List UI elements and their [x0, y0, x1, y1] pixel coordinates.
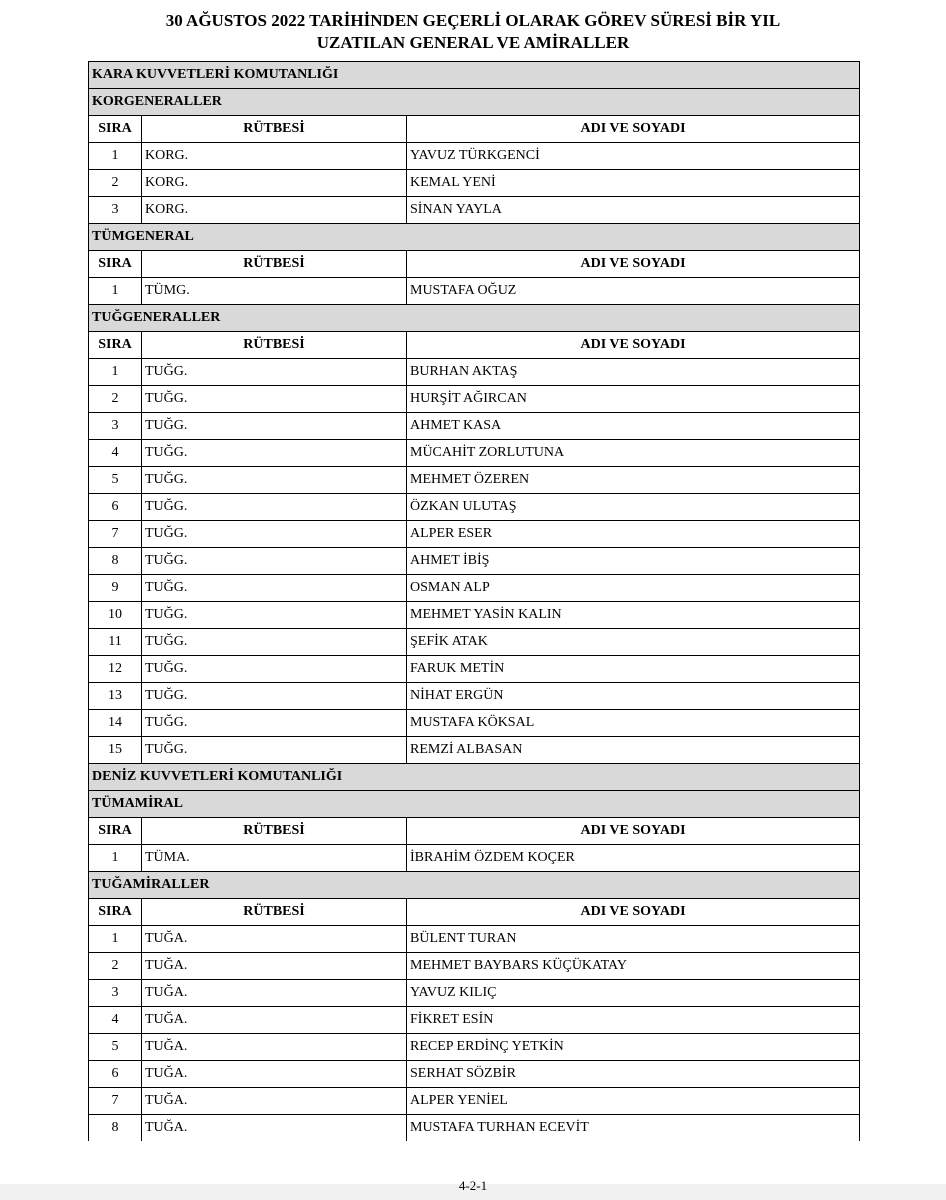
row-name: YAVUZ TÜRKGENCİ	[407, 143, 860, 170]
row-rank: TUĞA.	[142, 1007, 407, 1034]
header-adi-soyadi: ADI VE SOYADI	[407, 251, 860, 278]
row-name: İBRAHİM ÖZDEM KOÇER	[407, 845, 860, 872]
row-rank: TUĞG.	[142, 629, 407, 656]
page-number: 4-2-1	[458, 1178, 488, 1193]
row-number: 13	[89, 683, 142, 710]
row-number: 7	[89, 1088, 142, 1115]
subsection-tuggeneraller	[89, 305, 860, 332]
header-sira: SIRA	[89, 332, 142, 359]
subsection-tumamiral-label: TÜMAMİRAL	[89, 791, 860, 818]
header-rutbesi: RÜTBESİ	[142, 251, 407, 278]
subsection-tuggeneraller-label: TUĞGENERALLER	[89, 305, 860, 332]
table-row	[89, 683, 860, 710]
row-rank: TUĞG.	[142, 602, 407, 629]
row-name: HURŞİT AĞIRCAN	[407, 386, 860, 413]
table-row	[89, 1088, 860, 1115]
row-name: SERHAT SÖZBİR	[407, 1061, 860, 1088]
table-row	[89, 926, 860, 953]
table-row	[89, 521, 860, 548]
row-rank: TUĞG.	[142, 386, 407, 413]
table-row	[89, 359, 860, 386]
subsection-tugamiraller	[89, 872, 860, 899]
subsection-tumgeneral	[89, 224, 860, 251]
row-number: 1	[89, 278, 142, 305]
row-number: 10	[89, 602, 142, 629]
row-number: 12	[89, 656, 142, 683]
table-row	[89, 845, 860, 872]
row-number: 2	[89, 953, 142, 980]
row-name: RECEP ERDİNÇ YETKİN	[407, 1034, 860, 1061]
row-number: 5	[89, 467, 142, 494]
table-row	[89, 413, 860, 440]
row-number: 9	[89, 575, 142, 602]
header-sira: SIRA	[89, 251, 142, 278]
subsection-korgeneraller-label: KORGENERALLER	[89, 89, 860, 116]
row-rank: TUĞG.	[142, 575, 407, 602]
row-rank: TUĞA.	[142, 926, 407, 953]
title-line-2: UZATILAN GENERAL VE AMİRALLER	[316, 33, 630, 52]
row-rank: TUĞA.	[142, 1088, 407, 1115]
row-rank: KORG.	[142, 170, 407, 197]
column-header-row	[89, 818, 860, 845]
row-name: MEHMET YASİN KALIN	[407, 602, 860, 629]
officers-table	[88, 61, 860, 1141]
header-sira: SIRA	[89, 818, 142, 845]
table-row	[89, 953, 860, 980]
row-number: 7	[89, 521, 142, 548]
table-row	[89, 710, 860, 737]
row-rank: KORG.	[142, 197, 407, 224]
row-number: 4	[89, 1007, 142, 1034]
row-rank: TUĞA.	[142, 1115, 407, 1142]
row-rank: KORG.	[142, 143, 407, 170]
row-name: MUSTAFA KÖKSAL	[407, 710, 860, 737]
table-row	[89, 386, 860, 413]
row-rank: TUĞG.	[142, 413, 407, 440]
row-name: ALPER YENİEL	[407, 1088, 860, 1115]
row-rank: TUĞG.	[142, 737, 407, 764]
column-header-row	[89, 332, 860, 359]
row-rank: TUĞA.	[142, 980, 407, 1007]
row-name: MEHMET ÖZEREN	[407, 467, 860, 494]
row-name: ÖZKAN ULUTAŞ	[407, 494, 860, 521]
row-name: FİKRET ESİN	[407, 1007, 860, 1034]
table-row	[89, 143, 860, 170]
header-rutbesi: RÜTBESİ	[142, 899, 407, 926]
section-deniz	[89, 764, 860, 791]
row-rank: TUĞA.	[142, 953, 407, 980]
row-name: FARUK METİN	[407, 656, 860, 683]
row-name: YAVUZ KILIÇ	[407, 980, 860, 1007]
row-number: 2	[89, 386, 142, 413]
row-number: 3	[89, 980, 142, 1007]
table-row	[89, 1034, 860, 1061]
section-deniz-label: DENİZ KUVVETLERİ KOMUTANLIĞI	[89, 764, 860, 791]
table-row	[89, 494, 860, 521]
table-row	[89, 170, 860, 197]
column-header-row	[89, 899, 860, 926]
row-name: MEHMET BAYBARS KÜÇÜKATAY	[407, 953, 860, 980]
header-adi-soyadi: ADI VE SOYADI	[407, 899, 860, 926]
table-row	[89, 440, 860, 467]
row-rank: TUĞA.	[142, 1034, 407, 1061]
document-title	[0, 10, 946, 54]
row-number: 15	[89, 737, 142, 764]
title-line-1: 30 AĞUSTOS 2022 TARİHİNDEN GEÇERLİ OLARAK GÖREV SÜRESİ BİR YIL	[165, 11, 781, 30]
row-number: 5	[89, 1034, 142, 1061]
row-rank: TUĞG.	[142, 494, 407, 521]
subsection-tugamiraller-label: TUĞAMİRALLER	[89, 872, 860, 899]
row-number: 6	[89, 494, 142, 521]
column-header-row	[89, 251, 860, 278]
row-rank: TUĞG.	[142, 359, 407, 386]
subsection-korgeneraller	[89, 89, 860, 116]
row-name: KEMAL YENİ	[407, 170, 860, 197]
table-row	[89, 602, 860, 629]
row-name: ALPER ESER	[407, 521, 860, 548]
row-name: ŞEFİK ATAK	[407, 629, 860, 656]
table-row	[89, 980, 860, 1007]
row-rank: TUĞG.	[142, 710, 407, 737]
row-number: 14	[89, 710, 142, 737]
row-number: 1	[89, 845, 142, 872]
table-row	[89, 1007, 860, 1034]
subsection-tumamiral	[89, 791, 860, 818]
row-name: OSMAN ALP	[407, 575, 860, 602]
table-row	[89, 629, 860, 656]
row-rank: TÜMG.	[142, 278, 407, 305]
row-number: 8	[89, 548, 142, 575]
header-sira: SIRA	[89, 899, 142, 926]
row-number: 2	[89, 170, 142, 197]
row-name: NİHAT ERGÜN	[407, 683, 860, 710]
row-number: 3	[89, 197, 142, 224]
header-rutbesi: RÜTBESİ	[142, 332, 407, 359]
row-number: 4	[89, 440, 142, 467]
table-row	[89, 1115, 860, 1142]
row-name: MÜCAHİT ZORLUTUNA	[407, 440, 860, 467]
row-rank: TUĞG.	[142, 548, 407, 575]
row-rank: TUĞA.	[142, 1061, 407, 1088]
row-number: 8	[89, 1115, 142, 1142]
row-rank: TUĞG.	[142, 683, 407, 710]
header-adi-soyadi: ADI VE SOYADI	[407, 116, 860, 143]
row-number: 1	[89, 143, 142, 170]
row-number: 1	[89, 359, 142, 386]
table-row	[89, 467, 860, 494]
header-sira: SIRA	[89, 116, 142, 143]
row-rank: TÜMA.	[142, 845, 407, 872]
row-number: 1	[89, 926, 142, 953]
row-number: 11	[89, 629, 142, 656]
row-rank: TUĞG.	[142, 656, 407, 683]
subsection-tumgeneral-label: TÜMGENERAL	[89, 224, 860, 251]
header-adi-soyadi: ADI VE SOYADI	[407, 818, 860, 845]
header-rutbesi: RÜTBESİ	[142, 116, 407, 143]
row-name: AHMET İBİŞ	[407, 548, 860, 575]
table-row	[89, 575, 860, 602]
table-row	[89, 197, 860, 224]
row-number: 6	[89, 1061, 142, 1088]
row-name: BÜLENT TURAN	[407, 926, 860, 953]
column-header-row	[89, 116, 860, 143]
row-name: SİNAN YAYLA	[407, 197, 860, 224]
header-adi-soyadi: ADI VE SOYADI	[407, 332, 860, 359]
row-name: BURHAN AKTAŞ	[407, 359, 860, 386]
row-rank: TUĞG.	[142, 440, 407, 467]
row-name: MUSTAFA TURHAN ECEVİT	[407, 1115, 860, 1142]
table-row	[89, 737, 860, 764]
row-number: 3	[89, 413, 142, 440]
table-row	[89, 548, 860, 575]
row-rank: TUĞG.	[142, 467, 407, 494]
table-row	[89, 278, 860, 305]
section-kara	[89, 62, 860, 89]
table-row	[89, 1061, 860, 1088]
row-name: REMZİ ALBASAN	[407, 737, 860, 764]
row-rank: TUĞG.	[142, 521, 407, 548]
row-name: AHMET KASA	[407, 413, 860, 440]
table-row	[89, 656, 860, 683]
row-name: MUSTAFA OĞUZ	[407, 278, 860, 305]
section-kara-label: KARA KUVVETLERİ KOMUTANLIĞI	[89, 62, 860, 89]
header-rutbesi: RÜTBESİ	[142, 818, 407, 845]
